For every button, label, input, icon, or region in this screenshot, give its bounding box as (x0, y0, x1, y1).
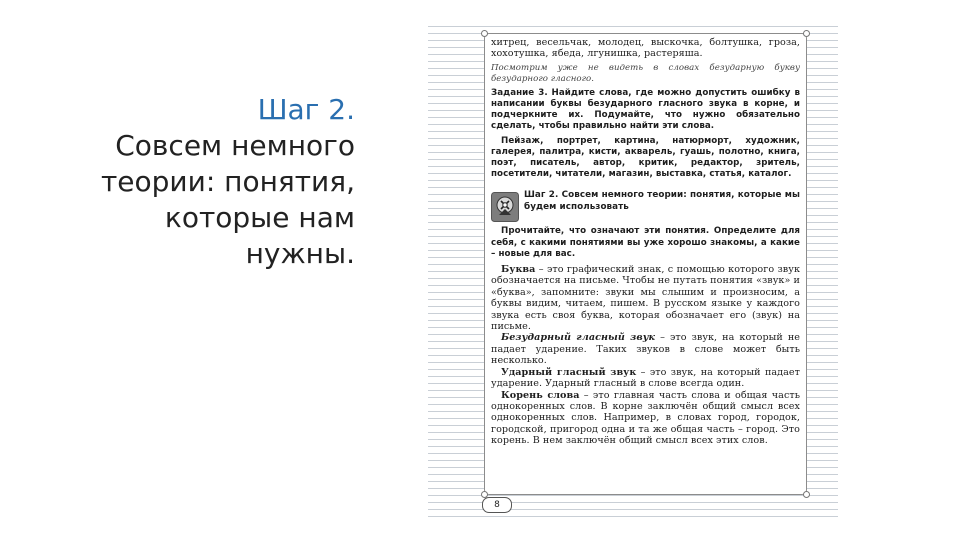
step-2-heading: Шаг 2. Совсем немного теории: понятия, которые мы будем использовать (524, 190, 800, 212)
term-letter: Буква (501, 264, 536, 276)
frame-corner-ring (803, 491, 810, 498)
frame-corner-ring (481, 30, 488, 37)
step-2-header (491, 190, 800, 222)
top-word-list: хитрец, весельчак, молодец, выскочка, болтушка, гроза, хохотушка, ябеда, лгунишка, растеряша. (491, 37, 800, 60)
task-3-word-list: Пейзаж, портрет, картина, натюрморт, художник, галерея, палитра, кисти, акварель, гуашь, полотно, книга, поэт, писатель, автор, критик, редактор, зритель, посетители, читатели, магазин, выставка, статья, каталог. (491, 135, 800, 180)
definition-letter-text: – это графический знак, с помощью которого звук обозначается на письме. Чтобы не путать понятия «звук» и «буква», запомните: звуки мы слышим и произносим, а буквы видим, читаем, пишем. В русском языке у каждого звука есть своя буква, которая обозначает его (звук) на письме. (491, 264, 800, 333)
definition-unstressed (491, 332, 800, 366)
task-3-text: Найдите слова, где можно допустить ошибку в написании буквы безударного гласного звука в корне, и подчеркните их. Подумайте, что нужно обязательно сделать, чтобы правильно найти эти слова. (491, 87, 800, 132)
definition-root-text: – это главная часть слова и общая часть однокоренных слов. В корне заключён общий смысл всех однокоренных слов. Например, в словах город, городок, городской, пригород одна и та же общая часть – город. Это корень. В нем заключён общий смысл всех этих слов. (491, 389, 800, 447)
slide-heading-line-1: Совсем немного (115, 129, 355, 162)
definition-stressed-text: – это звук, на который падает ударение. Ударный гласный в слове всегда один. (491, 366, 800, 390)
slide-heading-step: Шаг 2. (257, 93, 355, 126)
slide-heading-line-2: теории: понятия, (100, 165, 355, 198)
page-number: 8 (482, 497, 512, 513)
textbook-content (491, 37, 800, 447)
definition-stressed (491, 367, 800, 390)
task-3-label: Задание 3. (491, 87, 548, 98)
term-unstressed: Безударный гласный звук (501, 332, 656, 344)
term-stressed: Ударный гласный звук (501, 366, 637, 378)
slide-heading (101, 92, 355, 272)
definition-unstressed-text: – это звук, на который не падает ударение. Таких звуков в слове может быть несколько. (491, 332, 801, 367)
theory-badge-icon (491, 192, 519, 222)
slide-heading-line-4: нужны. (245, 237, 355, 270)
step-2-intro: Прочитайте, что означают эти понятия. Определите для себя, с какими понятиями вы уже хорошо знакомы, а какие – новые для вас. (491, 226, 800, 259)
definition-root (491, 390, 800, 447)
task-3 (491, 88, 800, 133)
frame-corner-ring (803, 30, 810, 37)
slide-heading-line-3: которые нам (164, 201, 355, 234)
handwritten-note: Посмотрим уже не видеть в словах безударную букву безударного гласного. (491, 62, 800, 84)
term-root: Корень слова (501, 389, 580, 401)
definition-letter (491, 264, 800, 332)
